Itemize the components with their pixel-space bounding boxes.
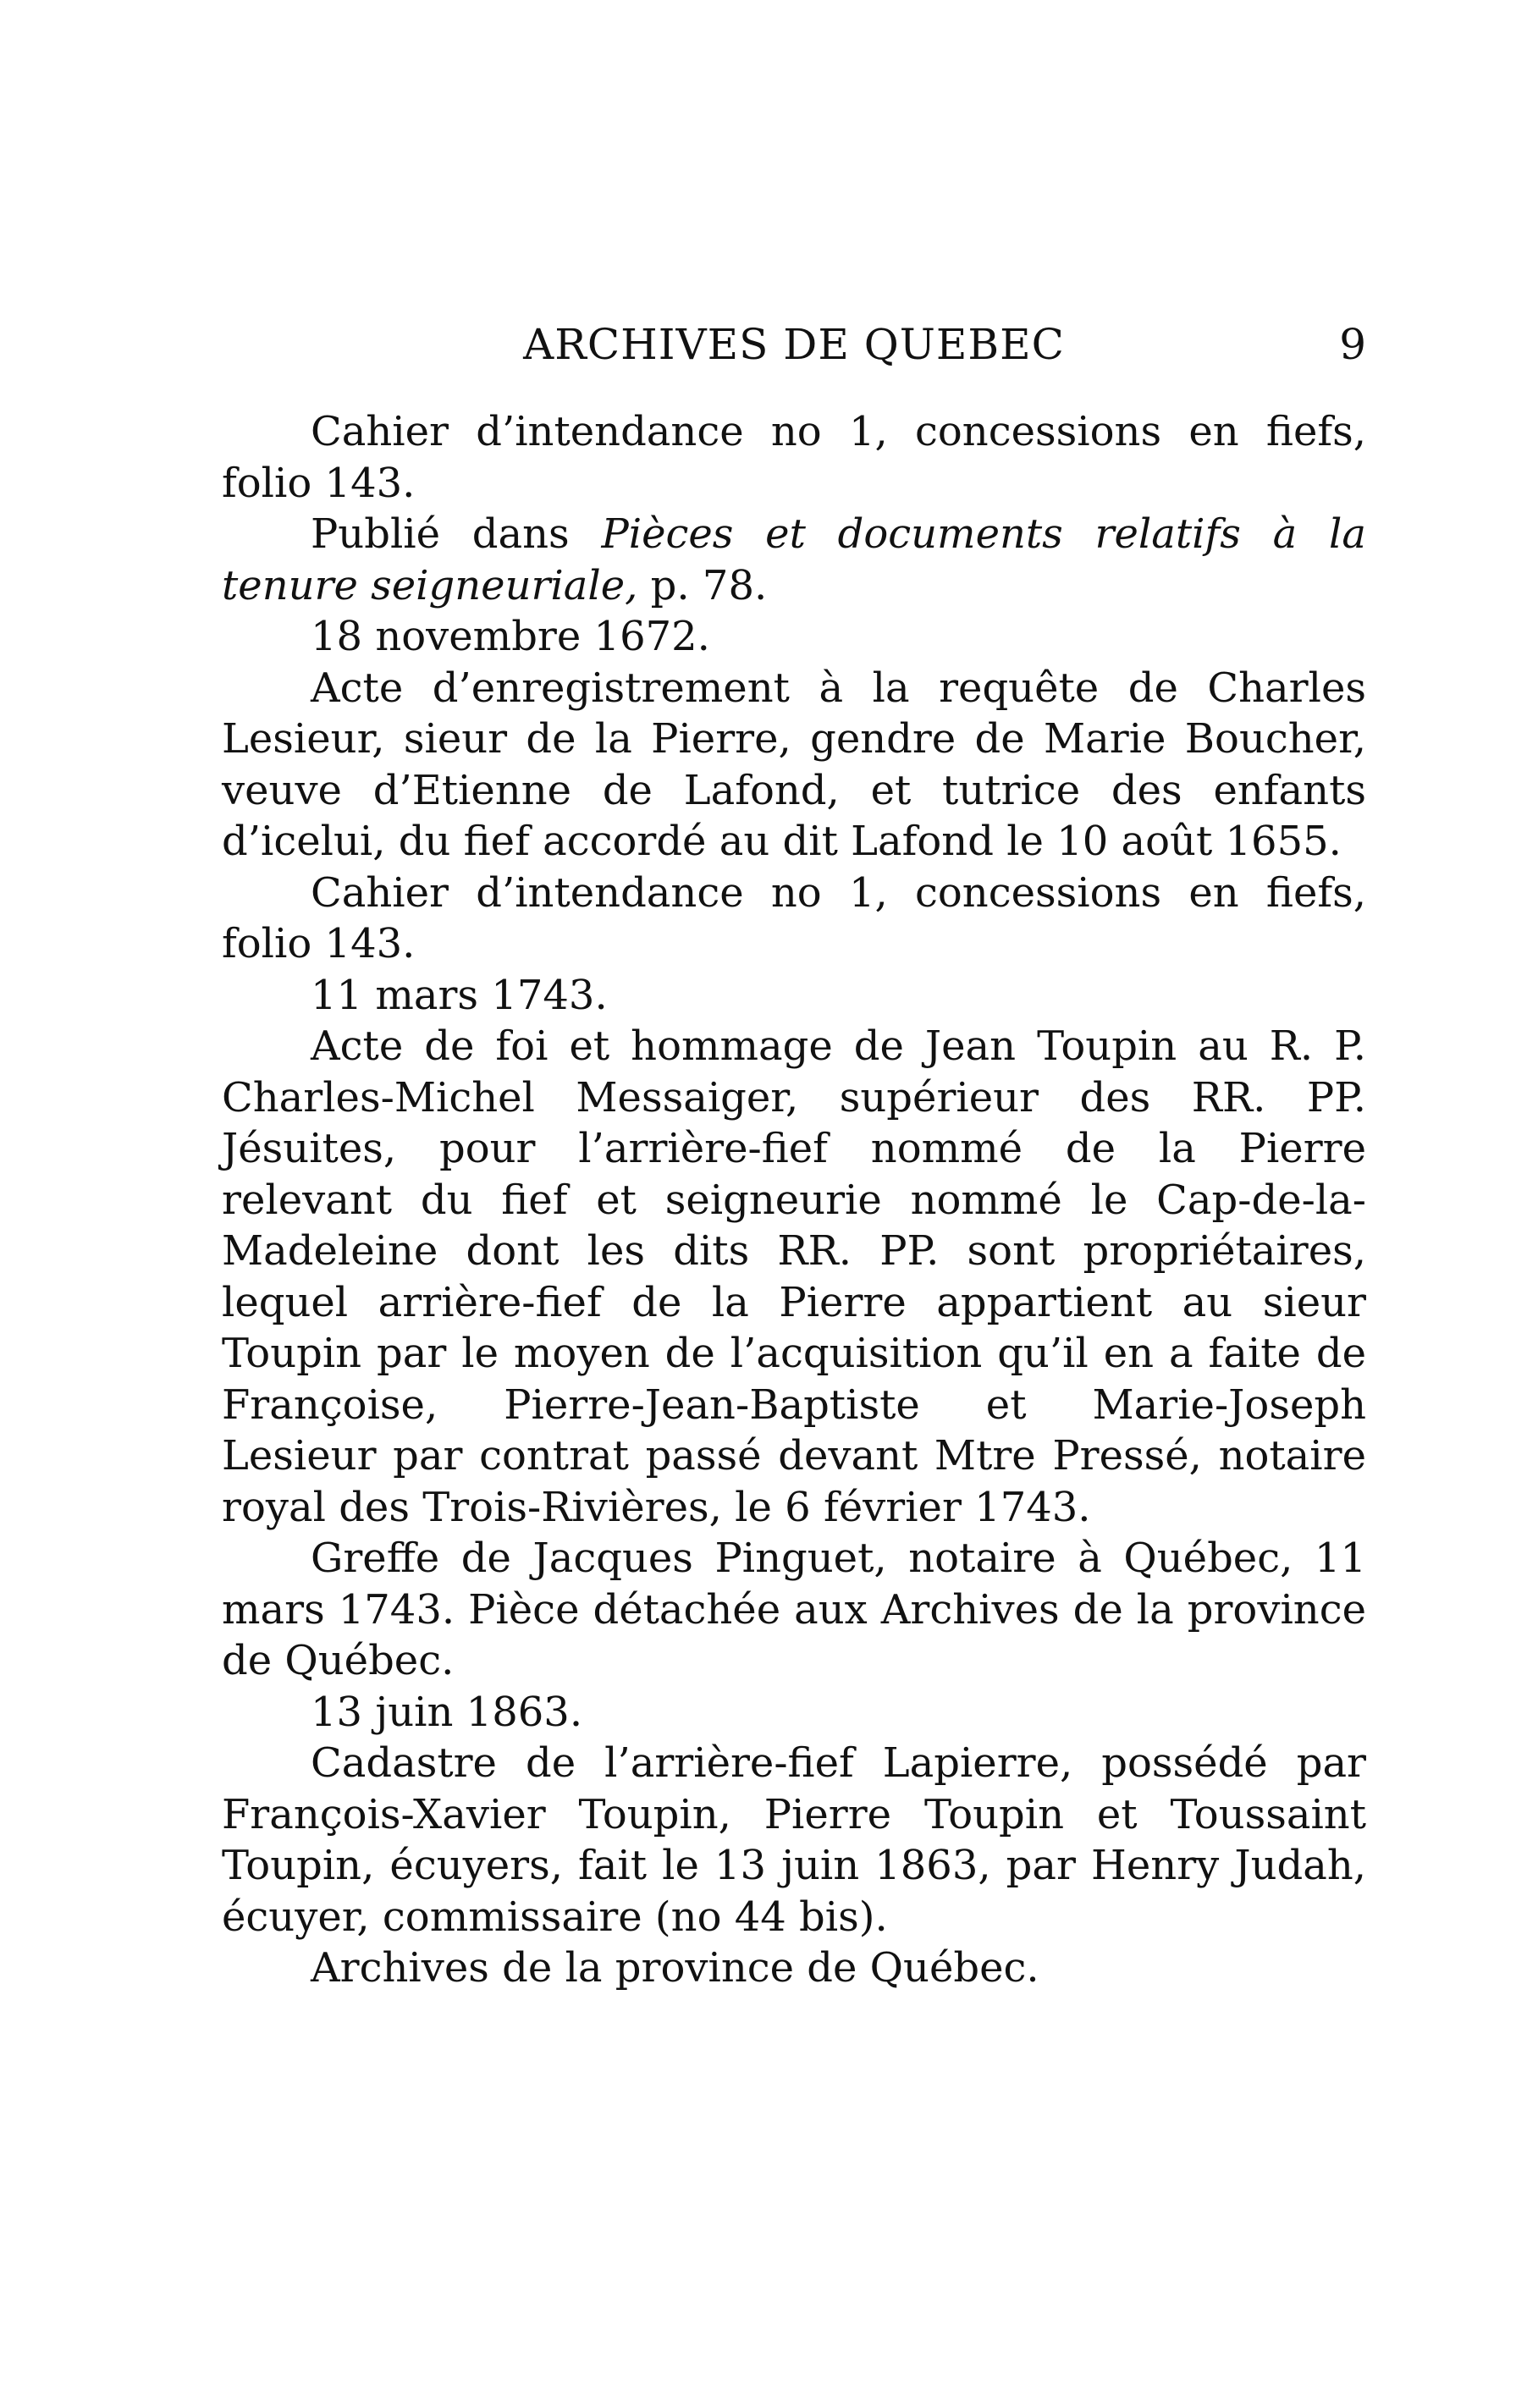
running-title: ARCHIVES DE QUEBEC [523, 320, 1065, 369]
paragraph-publication-note [222, 509, 1366, 611]
paragraph-entry-description: Cadastre de l’arrière-fief Lapierre, possédé par François-Xavier Toupin, Pierre Toupin et Toussaint Toupin, écuyers, fait le 13 juin 1863, par Henry Judah, écuyer, commissaire (no 44 bis). [222, 1739, 1366, 1941]
publication-note-prefix: Publié dans [311, 510, 602, 558]
page-number: 9 [1339, 320, 1366, 369]
entry-date: 18 novembre 1672. [311, 613, 710, 660]
paragraph-source-citation: Archives de la province de Québec. [311, 1944, 1039, 1992]
running-head [222, 315, 1366, 374]
body-text [222, 406, 1366, 1994]
paragraph-source-citation: Greffe de Jacques Pinguet, notaire à Québec, 11 mars 1743. Pièce détachée aux Archives de la province de Québec. [222, 1535, 1366, 1684]
paragraph-entry-description: Acte d’enregistrement à la requête de Charles Lesieur, sieur de la Pierre, gendre de Marie Boucher, veuve d’Etienne de Lafond, et tutrice des enfants d’icelui, du fief accordé au dit Lafond le 10 août 1655. [222, 664, 1366, 865]
paragraph-entry-description: Acte de foi et hommage de Jean Toupin au R. P. Charles-Michel Messaiger, supérieur des RR. PP. Jésuites, pour l’arrière-fief nommé de la Pierre relevant du fief et seigneurie nommé le Cap-de-la-Madeleine dont les dits RR. PP. sont propriétaires, lequel arrière-fief de la Pierre appartient au sieur Toupin par le moyen de l’acquisition qu’il en a faite de Françoise, Pierre-Jean-Baptiste et Marie-Joseph Lesieur par contrat passé devant Mtre Pressé, notaire royal des Trois-Rivières, le 6 février 1743. [222, 1022, 1366, 1531]
paragraph-source-citation: Cahier d’intendance no 1, concessions en fiefs, folio 143. [222, 408, 1366, 507]
paragraph-source-citation: Cahier d’intendance no 1, concessions en fiefs, folio 143. [222, 868, 1366, 967]
publication-note-page: p. 78. [637, 561, 768, 609]
publication-title: Pièces et documents relatifs à la tenure seigneuriale, [222, 510, 1367, 609]
entry-date: 13 juin 1863. [311, 1688, 583, 1736]
entry-date: 11 mars 1743. [311, 971, 608, 1019]
